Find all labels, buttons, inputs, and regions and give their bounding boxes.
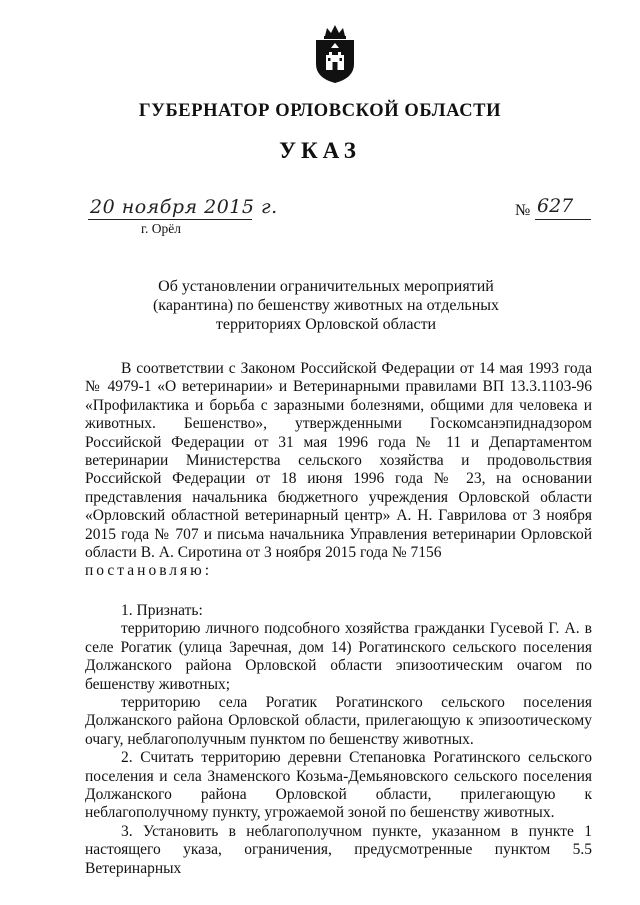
number-underline [535, 219, 591, 220]
clause-1-item-a: территорию личного подсобного хозяйства гражданки Гусевой Г. А. в селе Рогатик (улица Заречная, дом 14) Рогатинского сельского поселения Должанского района Орловской области эпизоотическим очагом по бешенству животных; [85, 620, 592, 693]
title-line: Об установлении ограничительных мероприятий [158, 278, 494, 295]
decree-number: 627 [537, 195, 574, 217]
clause-1-item-b: территорию села Рогатик Рогатинского сельского поселения Должанского района Орловской области, прилегающую к эпизоотическому очагу, неблагополучным пунктом по бешенству животных. [85, 693, 592, 748]
issuing-authority: ГУБЕРНАТОР ОРЛОВСКОЙ ОБЛАСТИ [138, 101, 502, 121]
decree-city: г. Орёл [141, 221, 181, 236]
coat-of-arms-icon [312, 22, 358, 84]
title-line: (карантина) по бешенству животных на отдельных [152, 297, 500, 314]
paragraph-gap [85, 581, 592, 602]
title-line: территориях Орловской области [215, 316, 437, 333]
number-label: № [515, 202, 531, 219]
decree-date: 20 ноября 2015 г. [90, 196, 278, 218]
decree-word: постановляю: [85, 562, 213, 580]
date-underline [88, 219, 252, 220]
clause-3: 3. Установить в неблагополучном пункте, указанном в пункте 1 настоящего указа, ограничения, предусмотренные пунктом 5.5 Ветеринарных [85, 822, 592, 877]
decree-body [85, 360, 592, 878]
decree-title [110, 277, 542, 334]
clause-2: 2. Считать территорию деревни Степановка Рогатинского сельского поселения и села Знаменского Козьма-Демьяновского сельского поселения Должанского района Орловской области, прилегающую к неблагополучному пункту, угрожаемой зоной по бешенству животных. [85, 749, 592, 822]
document-type: УКАЗ [279, 138, 361, 163]
clause-1-heading: 1. Признать: [121, 601, 203, 619]
preamble-paragraph: В соответствии с Законом Российской Федерации от 14 мая 1993 года № 4979-1 «О ветеринарии» и Ветеринарными правилами ВП 13.3.1103-96 «Профилактика и борьба с заразными болезнями, общими для человека и животных. Бешенство», утвержденными Госкомсанэпиднадзором Российской Федерации от 31 мая 1996 года № 11 и Департаментом ветеринарии Министерства сельского хозяйства и продовольствия Российской Федерации от 18 июня 1996 года № 23, на основании представления начальника бюджетного учреждения Орловской области «Орловский областной ветеринарный центр» А. Н. Гаврилова от 3 ноября 2015 года № 707 и письма начальника Управления ветеринарии Орловской области В. А. Сиротина от 3 ноября 2015 года № 7156 [85, 360, 592, 562]
